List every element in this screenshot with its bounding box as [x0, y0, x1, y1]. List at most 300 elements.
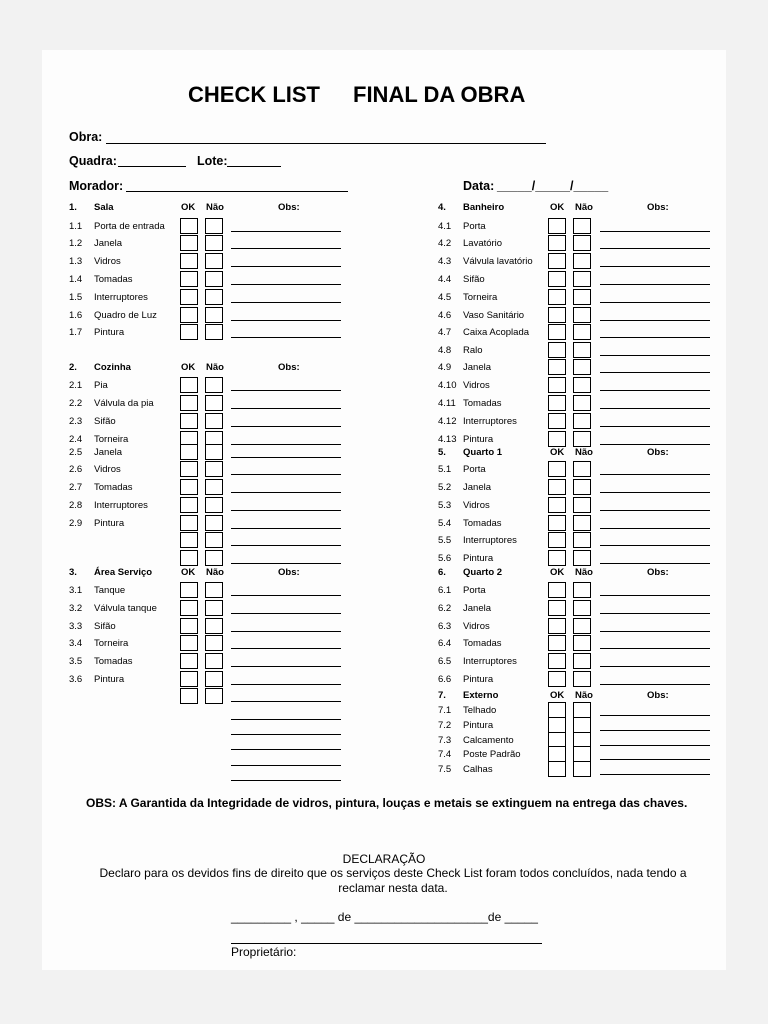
item-label: Calcamento [463, 735, 514, 746]
ok-checkbox[interactable] [548, 359, 566, 375]
quarto2-obs-header: Obs: [647, 567, 669, 578]
ok-checkbox[interactable] [548, 497, 566, 513]
nao-checkbox[interactable] [573, 497, 591, 513]
item-number: 6.6 [438, 674, 452, 685]
nao-checkbox[interactable] [205, 515, 223, 531]
ok-checkbox[interactable] [548, 289, 566, 305]
ok-checkbox[interactable] [180, 688, 198, 704]
obs-line[interactable] [600, 231, 710, 232]
item-number: 3.3 [69, 621, 83, 632]
obs-line[interactable] [600, 492, 710, 493]
nao-checkbox[interactable] [205, 582, 223, 598]
item-number: 2.1 [69, 380, 83, 391]
obs-line[interactable] [231, 563, 341, 564]
item-label: Tomadas [463, 398, 502, 409]
sala-number: 1. [69, 202, 77, 213]
lote-label: Lote: [197, 154, 228, 168]
obs-line[interactable] [600, 774, 710, 775]
obs-line[interactable] [600, 337, 710, 338]
item-label: Pintura [94, 674, 125, 685]
obs-line[interactable] [600, 715, 710, 716]
obs-line[interactable] [231, 765, 341, 766]
item-label: Pintura [463, 553, 494, 564]
nao-checkbox[interactable] [573, 218, 591, 234]
ok-checkbox[interactable] [180, 497, 198, 513]
item-label: Torneira [94, 434, 129, 445]
nao-checkbox[interactable] [205, 235, 223, 251]
obs-line[interactable] [231, 719, 341, 720]
obs-line[interactable] [600, 759, 710, 760]
obs-line[interactable] [231, 320, 341, 321]
obs-line[interactable] [231, 595, 341, 596]
item-number: 4.12 [438, 416, 457, 427]
obs-line[interactable] [600, 355, 710, 356]
obs-line[interactable] [600, 613, 710, 614]
item-label: Porta [463, 585, 486, 596]
obs-line[interactable] [231, 444, 341, 445]
ok-checkbox[interactable] [548, 235, 566, 251]
item-label: Pia [94, 380, 108, 391]
nao-checkbox[interactable] [573, 271, 591, 287]
externo-ok-header: OK [550, 690, 565, 701]
item-number: 3.2 [69, 603, 83, 614]
obs-line[interactable] [231, 302, 341, 303]
obs-line[interactable] [600, 320, 710, 321]
nao-checkbox[interactable] [573, 413, 591, 429]
nao-checkbox[interactable] [573, 582, 591, 598]
item-label: Tomadas [94, 656, 133, 667]
nao-checkbox[interactable] [573, 235, 591, 251]
item-label: Pintura [94, 518, 125, 529]
ok-checkbox[interactable] [548, 635, 566, 651]
declaration-line2: reclamar nesta data. [338, 881, 448, 895]
obs-line[interactable] [231, 390, 341, 391]
item-number: 2.4 [69, 434, 83, 445]
quarto1-nao-header: Não [575, 447, 593, 458]
obs-line[interactable] [600, 528, 710, 529]
nao-checkbox[interactable] [573, 761, 591, 777]
item-number: 2.8 [69, 500, 83, 511]
ok-checkbox[interactable] [548, 532, 566, 548]
item-label: Tomadas [94, 482, 133, 493]
obs-note: OBS: A Garantida da Integridade de vidros, pintura, louças e metais se extinguem na entrega das chaves. [86, 796, 688, 810]
ok-checkbox[interactable] [548, 342, 566, 358]
obs-line[interactable] [231, 457, 341, 458]
quarto1-number: 5. [438, 447, 446, 458]
ok-checkbox[interactable] [548, 479, 566, 495]
nao-checkbox[interactable] [573, 342, 591, 358]
quarto2-number: 6. [438, 567, 446, 578]
nao-checkbox[interactable] [205, 479, 223, 495]
item-number: 6.2 [438, 603, 452, 614]
area-ok-header: OK [181, 567, 196, 578]
sala-nao-header: Não [206, 202, 224, 213]
obs-line[interactable] [600, 426, 710, 427]
obs-line[interactable] [231, 474, 341, 475]
obs-line[interactable] [600, 666, 710, 667]
obs-line[interactable] [231, 701, 341, 702]
item-label: Pintura [463, 434, 494, 445]
ok-checkbox[interactable] [548, 515, 566, 531]
nao-checkbox[interactable] [205, 688, 223, 704]
item-number: 3.4 [69, 638, 83, 649]
item-number: 4.9 [438, 362, 452, 373]
cozinha-title: Cozinha [94, 362, 131, 373]
obs-line[interactable] [231, 248, 341, 249]
ok-checkbox[interactable] [180, 653, 198, 669]
nao-checkbox[interactable] [573, 307, 591, 323]
obs-line[interactable] [600, 248, 710, 249]
item-number: 2.5 [69, 447, 83, 458]
nao-checkbox[interactable] [205, 253, 223, 269]
obs-line[interactable] [231, 648, 341, 649]
nao-checkbox[interactable] [205, 532, 223, 548]
item-label: Tomadas [94, 274, 133, 285]
item-number: 5.1 [438, 464, 452, 475]
ok-checkbox[interactable] [180, 532, 198, 548]
item-label: Caixa Acoplada [463, 327, 530, 338]
obs-line[interactable] [600, 408, 710, 409]
nao-checkbox[interactable] [573, 746, 591, 762]
title-final-obra: FINAL DA OBRA [353, 82, 526, 107]
item-label: Pintura [463, 720, 494, 731]
morador-label: Morador: [69, 179, 124, 193]
nao-checkbox[interactable] [573, 702, 591, 718]
item-label: Tomadas [463, 638, 502, 649]
item-number: 1.7 [69, 327, 83, 338]
ok-checkbox[interactable] [180, 600, 198, 616]
item-number: 6.5 [438, 656, 452, 667]
area-title: Área Serviço [94, 567, 153, 578]
obs-line[interactable] [600, 563, 710, 564]
item-label: Válvula tanque [94, 603, 157, 614]
obs-line[interactable] [600, 595, 710, 596]
quarto2-ok-header: OK [550, 567, 565, 578]
sala-title: Sala [94, 202, 114, 213]
item-number: 7.5 [438, 764, 452, 775]
ok-checkbox[interactable] [548, 307, 566, 323]
item-number: 3.5 [69, 656, 83, 667]
nao-checkbox[interactable] [573, 479, 591, 495]
item-number: 1.1 [69, 221, 83, 232]
nao-checkbox[interactable] [205, 271, 223, 287]
quarto2-title: Quarto 2 [463, 567, 503, 578]
obs-line[interactable] [600, 302, 710, 303]
ok-checkbox[interactable] [548, 377, 566, 393]
item-number: 6.4 [438, 638, 452, 649]
obs-line[interactable] [600, 631, 710, 632]
externo-nao-header: Não [575, 690, 593, 701]
obs-line[interactable] [231, 528, 341, 529]
quadra-field[interactable] [118, 166, 186, 167]
item-number: 7.2 [438, 720, 452, 731]
ok-checkbox[interactable] [548, 461, 566, 477]
data-label: Data: [463, 179, 495, 193]
item-label: Vidros [94, 464, 121, 475]
ok-checkbox[interactable] [180, 444, 198, 460]
item-label: Janela [463, 603, 491, 614]
obs-line[interactable] [600, 545, 710, 546]
ok-checkbox[interactable] [548, 761, 566, 777]
item-label: Janela [463, 362, 491, 373]
nao-checkbox[interactable] [573, 515, 591, 531]
ok-checkbox[interactable] [548, 653, 566, 669]
obs-line[interactable] [231, 337, 341, 338]
item-number: 1.6 [69, 310, 83, 321]
ok-checkbox[interactable] [180, 324, 198, 340]
item-label: Tanque [94, 585, 126, 596]
cozinha-ok-header: OK [181, 362, 196, 373]
nao-checkbox[interactable] [573, 600, 591, 616]
ok-checkbox[interactable] [548, 253, 566, 269]
morador-field[interactable] [126, 191, 348, 192]
obs-line[interactable] [600, 444, 710, 445]
cozinha-nao-header: Não [206, 362, 224, 373]
item-number: 3.6 [69, 674, 83, 685]
area-nao-header: Não [206, 567, 224, 578]
ok-checkbox[interactable] [548, 271, 566, 287]
item-label: Poste Padrão [463, 749, 521, 760]
ok-checkbox[interactable] [180, 235, 198, 251]
obs-line[interactable] [231, 684, 341, 685]
item-number: 4.1 [438, 221, 452, 232]
nao-checkbox[interactable] [573, 289, 591, 305]
item-number: 1.2 [69, 238, 83, 249]
nao-checkbox[interactable] [573, 653, 591, 669]
ok-checkbox[interactable] [180, 618, 198, 634]
item-label: Interruptores [94, 500, 148, 511]
nao-checkbox[interactable] [205, 289, 223, 305]
item-number: 4.2 [438, 238, 452, 249]
item-label: Telhado [463, 705, 497, 716]
item-number: 2.2 [69, 398, 83, 409]
obs-line[interactable] [231, 613, 341, 614]
nao-checkbox[interactable] [205, 671, 223, 687]
date-place-line[interactable]: _________ , _____ de ____________________de _____ [231, 910, 538, 924]
item-label: Vaso Sanitário [463, 310, 525, 321]
sala-ok-header: OK [181, 202, 196, 213]
obs-line[interactable] [231, 492, 341, 493]
owner-label: Proprietário: [231, 945, 297, 959]
item-number: 5.6 [438, 553, 452, 564]
nao-checkbox[interactable] [573, 532, 591, 548]
nao-checkbox[interactable] [573, 550, 591, 566]
declaration-line1: Declaro para os devidos fins de direito que os serviços deste Check List foram todos concluídos, nada tendo a [99, 866, 687, 880]
ok-checkbox[interactable] [180, 461, 198, 477]
nao-checkbox[interactable] [205, 324, 223, 340]
item-number: 1.4 [69, 274, 83, 285]
nao-checkbox[interactable] [205, 395, 223, 411]
obs-line[interactable] [600, 648, 710, 649]
ok-checkbox[interactable] [180, 253, 198, 269]
item-label: Interruptores [463, 535, 517, 546]
obs-line[interactable] [600, 266, 710, 267]
nao-checkbox[interactable] [573, 461, 591, 477]
nao-checkbox[interactable] [205, 218, 223, 234]
obs-line[interactable] [600, 510, 710, 511]
item-number: 1.5 [69, 292, 83, 303]
item-label: Vidros [463, 500, 490, 511]
item-number: 2.9 [69, 518, 83, 529]
item-number: 5.3 [438, 500, 452, 511]
obs-line[interactable] [231, 749, 341, 750]
item-label: Vidros [463, 621, 490, 632]
item-label: Ralo [463, 345, 483, 356]
obs-line[interactable] [231, 666, 341, 667]
item-label: Sifão [94, 621, 116, 632]
item-label: Interruptores [463, 416, 517, 427]
item-label: Janela [94, 238, 122, 249]
obs-line[interactable] [231, 734, 341, 735]
nao-checkbox[interactable] [573, 377, 591, 393]
ok-checkbox[interactable] [180, 515, 198, 531]
item-label: Calhas [463, 764, 493, 775]
cozinha-number: 2. [69, 362, 77, 373]
item-number: 7.3 [438, 735, 452, 746]
obs-line[interactable] [231, 780, 341, 781]
ok-checkbox[interactable] [180, 550, 198, 566]
obs-line[interactable] [231, 510, 341, 511]
nao-checkbox[interactable] [205, 461, 223, 477]
obra-label: Obra: [69, 130, 103, 144]
nao-checkbox[interactable] [205, 307, 223, 323]
ok-checkbox[interactable] [180, 218, 198, 234]
cozinha-obs-header: Obs: [278, 362, 300, 373]
ok-checkbox[interactable] [180, 582, 198, 598]
item-number: 3.1 [69, 585, 83, 596]
ok-checkbox[interactable] [548, 218, 566, 234]
nao-checkbox[interactable] [573, 635, 591, 651]
item-number: 2.7 [69, 482, 83, 493]
ok-checkbox[interactable] [548, 324, 566, 340]
item-label: Vidros [463, 380, 490, 391]
ok-checkbox[interactable] [548, 671, 566, 687]
nao-checkbox[interactable] [205, 497, 223, 513]
item-number: 4.10 [438, 380, 457, 391]
nao-checkbox[interactable] [573, 671, 591, 687]
externo-title: Externo [463, 690, 499, 701]
nao-checkbox[interactable] [205, 413, 223, 429]
data-field[interactable]: _____/_____/_____ [497, 179, 609, 193]
nao-checkbox[interactable] [205, 600, 223, 616]
item-label: Sifão [463, 274, 485, 285]
declaration-title: DECLARAÇÃO [342, 852, 426, 866]
obs-line[interactable] [231, 231, 341, 232]
ok-checkbox[interactable] [548, 431, 566, 447]
banheiro-ok-header: OK [550, 202, 565, 213]
obs-line[interactable] [231, 426, 341, 427]
nao-checkbox[interactable] [573, 253, 591, 269]
obs-line[interactable] [231, 284, 341, 285]
ok-checkbox[interactable] [180, 377, 198, 393]
item-number: 4.4 [438, 274, 452, 285]
item-label: Porta [463, 464, 486, 475]
item-number: 4.3 [438, 256, 452, 267]
nao-checkbox[interactable] [573, 717, 591, 733]
nao-checkbox[interactable] [205, 550, 223, 566]
obs-line[interactable] [231, 408, 341, 409]
nao-checkbox[interactable] [205, 635, 223, 651]
ok-checkbox[interactable] [548, 600, 566, 616]
obs-line[interactable] [600, 390, 710, 391]
item-label: Lavatório [463, 238, 503, 249]
ok-checkbox[interactable] [548, 550, 566, 566]
obs-line[interactable] [600, 474, 710, 475]
nao-checkbox[interactable] [205, 377, 223, 393]
obs-line[interactable] [600, 684, 710, 685]
item-label: Interruptores [463, 656, 517, 667]
item-label: Janela [94, 447, 122, 458]
obs-line[interactable] [231, 631, 341, 632]
item-label: Porta [463, 221, 486, 232]
banheiro-title: Banheiro [463, 202, 505, 213]
ok-checkbox[interactable] [548, 702, 566, 718]
obs-line[interactable] [600, 372, 710, 373]
nao-checkbox[interactable] [573, 618, 591, 634]
item-number: 6.3 [438, 621, 452, 632]
obs-line[interactable] [231, 266, 341, 267]
obs-line[interactable] [600, 284, 710, 285]
nao-checkbox[interactable] [573, 395, 591, 411]
item-label: Quadro de Luz [94, 310, 157, 321]
quarto1-title: Quarto 1 [463, 447, 503, 458]
banheiro-number: 4. [438, 202, 446, 213]
item-number: 4.6 [438, 310, 452, 321]
obra-field[interactable] [106, 143, 546, 144]
item-number: 5.2 [438, 482, 452, 493]
ok-checkbox[interactable] [180, 479, 198, 495]
ok-checkbox[interactable] [548, 717, 566, 733]
banheiro-nao-header: Não [575, 202, 593, 213]
ok-checkbox[interactable] [180, 307, 198, 323]
item-label: Válvula lavatório [463, 256, 533, 267]
nao-checkbox[interactable] [573, 359, 591, 375]
item-label: Janela [463, 482, 491, 493]
lote-field[interactable] [227, 166, 281, 167]
ok-checkbox[interactable] [548, 746, 566, 762]
banheiro-obs-header: Obs: [647, 202, 669, 213]
nao-checkbox[interactable] [205, 618, 223, 634]
nao-checkbox[interactable] [205, 653, 223, 669]
ok-checkbox[interactable] [180, 289, 198, 305]
signature-line[interactable] [231, 943, 542, 944]
obs-line[interactable] [231, 545, 341, 546]
item-number: 2.6 [69, 464, 83, 475]
ok-checkbox[interactable] [180, 635, 198, 651]
item-number: 4.13 [438, 434, 457, 445]
nao-checkbox[interactable] [573, 431, 591, 447]
ok-checkbox[interactable] [180, 413, 198, 429]
ok-checkbox[interactable] [548, 413, 566, 429]
item-label: Interruptores [94, 292, 148, 303]
quarto1-obs-header: Obs: [647, 447, 669, 458]
obs-line[interactable] [600, 730, 710, 731]
nao-checkbox[interactable] [205, 444, 223, 460]
ok-checkbox[interactable] [180, 271, 198, 287]
ok-checkbox[interactable] [548, 395, 566, 411]
item-number: 4.7 [438, 327, 452, 338]
nao-checkbox[interactable] [573, 324, 591, 340]
ok-checkbox[interactable] [548, 618, 566, 634]
obs-line[interactable] [600, 745, 710, 746]
item-label: Torneira [463, 292, 498, 303]
ok-checkbox[interactable] [548, 582, 566, 598]
ok-checkbox[interactable] [180, 671, 198, 687]
quarto1-ok-header: OK [550, 447, 565, 458]
item-number: 1.3 [69, 256, 83, 267]
item-label: Porta de entrada [94, 221, 165, 232]
ok-checkbox[interactable] [180, 395, 198, 411]
